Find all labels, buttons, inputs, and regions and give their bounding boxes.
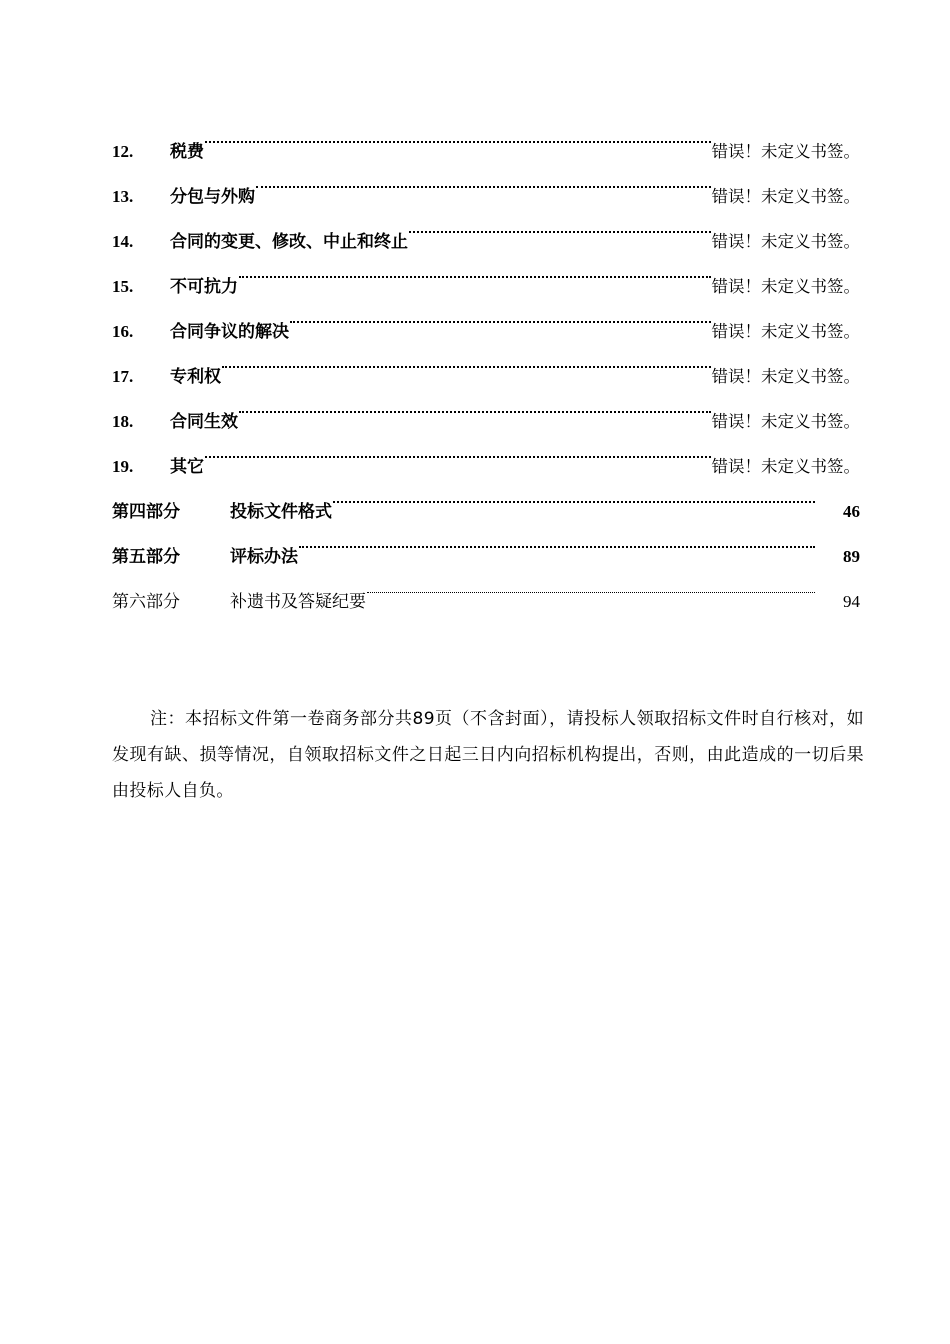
toc-entry-page: 错误！未定义书签。 (711, 322, 860, 341)
note-paragraph: 注：本招标文件第一卷商务部分共89页（不含封面），请投标人领取招标文件时自行核对，如发现有缺、损等情况，自领取招标文件之日起三日内向招标机构提出，否则，由此造成的一切后果由投标人自负。 (112, 709, 864, 801)
toc-entry-page: 错误！未定义书签。 (711, 187, 860, 206)
toc-entry-12[interactable] (112, 112, 860, 162)
toc-entry-title: 合同争议的解决 (170, 322, 289, 342)
toc-entry-number: 18. (112, 412, 134, 431)
toc-part-title: 投标文件格式 (230, 502, 332, 522)
toc-part-title: 补遗书及答疑纪要 (230, 592, 366, 612)
toc-dot-leader (255, 157, 712, 202)
toc-entry-page: 错误！未定义书签。 (711, 457, 860, 476)
toc-dot-leader (204, 112, 712, 157)
toc-entry-page: 错误！未定义书签。 (711, 412, 860, 431)
toc-part-title: 评标办法 (230, 547, 298, 567)
toc-entry-title: 分包与外购 (170, 187, 255, 207)
toc-dot-leader (332, 472, 816, 517)
toc-dot-leader (408, 202, 712, 247)
toc-entry-title: 其它 (170, 457, 204, 477)
toc-entry-page: 错误！未定义书签。 (711, 232, 860, 251)
toc-dot-leader (366, 562, 816, 607)
toc-entry-number: 16. (112, 322, 134, 341)
toc-entry-number: 19. (112, 457, 134, 476)
toc-part-page: 89 (843, 547, 860, 566)
toc-dot-leader (238, 247, 712, 292)
toc-dot-leader (204, 427, 712, 472)
toc-entry-title: 合同生效 (170, 412, 238, 432)
toc-entry-title: 合同的变更、修改、中止和终止 (170, 232, 408, 252)
toc-entry-number: 17. (112, 367, 134, 386)
toc-entry-title: 不可抗力 (170, 277, 238, 297)
toc-dot-leader (289, 292, 712, 337)
toc-part-number: 第六部分 (112, 592, 180, 612)
toc-entry-number: 12. (112, 142, 134, 161)
toc-part-number: 第四部分 (112, 502, 180, 522)
toc-dot-leader (238, 382, 712, 427)
toc-part-page: 46 (843, 502, 860, 521)
toc-entry-page: 错误！未定义书签。 (711, 142, 860, 161)
toc-entry-number: 15. (112, 277, 134, 296)
toc-part-number: 第五部分 (112, 547, 180, 567)
toc-entry-page: 错误！未定义书签。 (711, 277, 860, 296)
toc-part-4[interactable] (112, 472, 860, 522)
toc-dot-leader (221, 337, 712, 382)
toc-entry-number: 13. (112, 187, 134, 206)
toc-entry-title: 税费 (170, 142, 204, 162)
toc-entry-number: 14. (112, 232, 134, 251)
toc-entry-title: 专利权 (170, 367, 221, 387)
toc-dot-leader (298, 517, 816, 562)
toc-part-page: 94 (843, 592, 860, 611)
table-of-contents (112, 112, 860, 612)
toc-entry-page: 错误！未定义书签。 (711, 367, 860, 386)
